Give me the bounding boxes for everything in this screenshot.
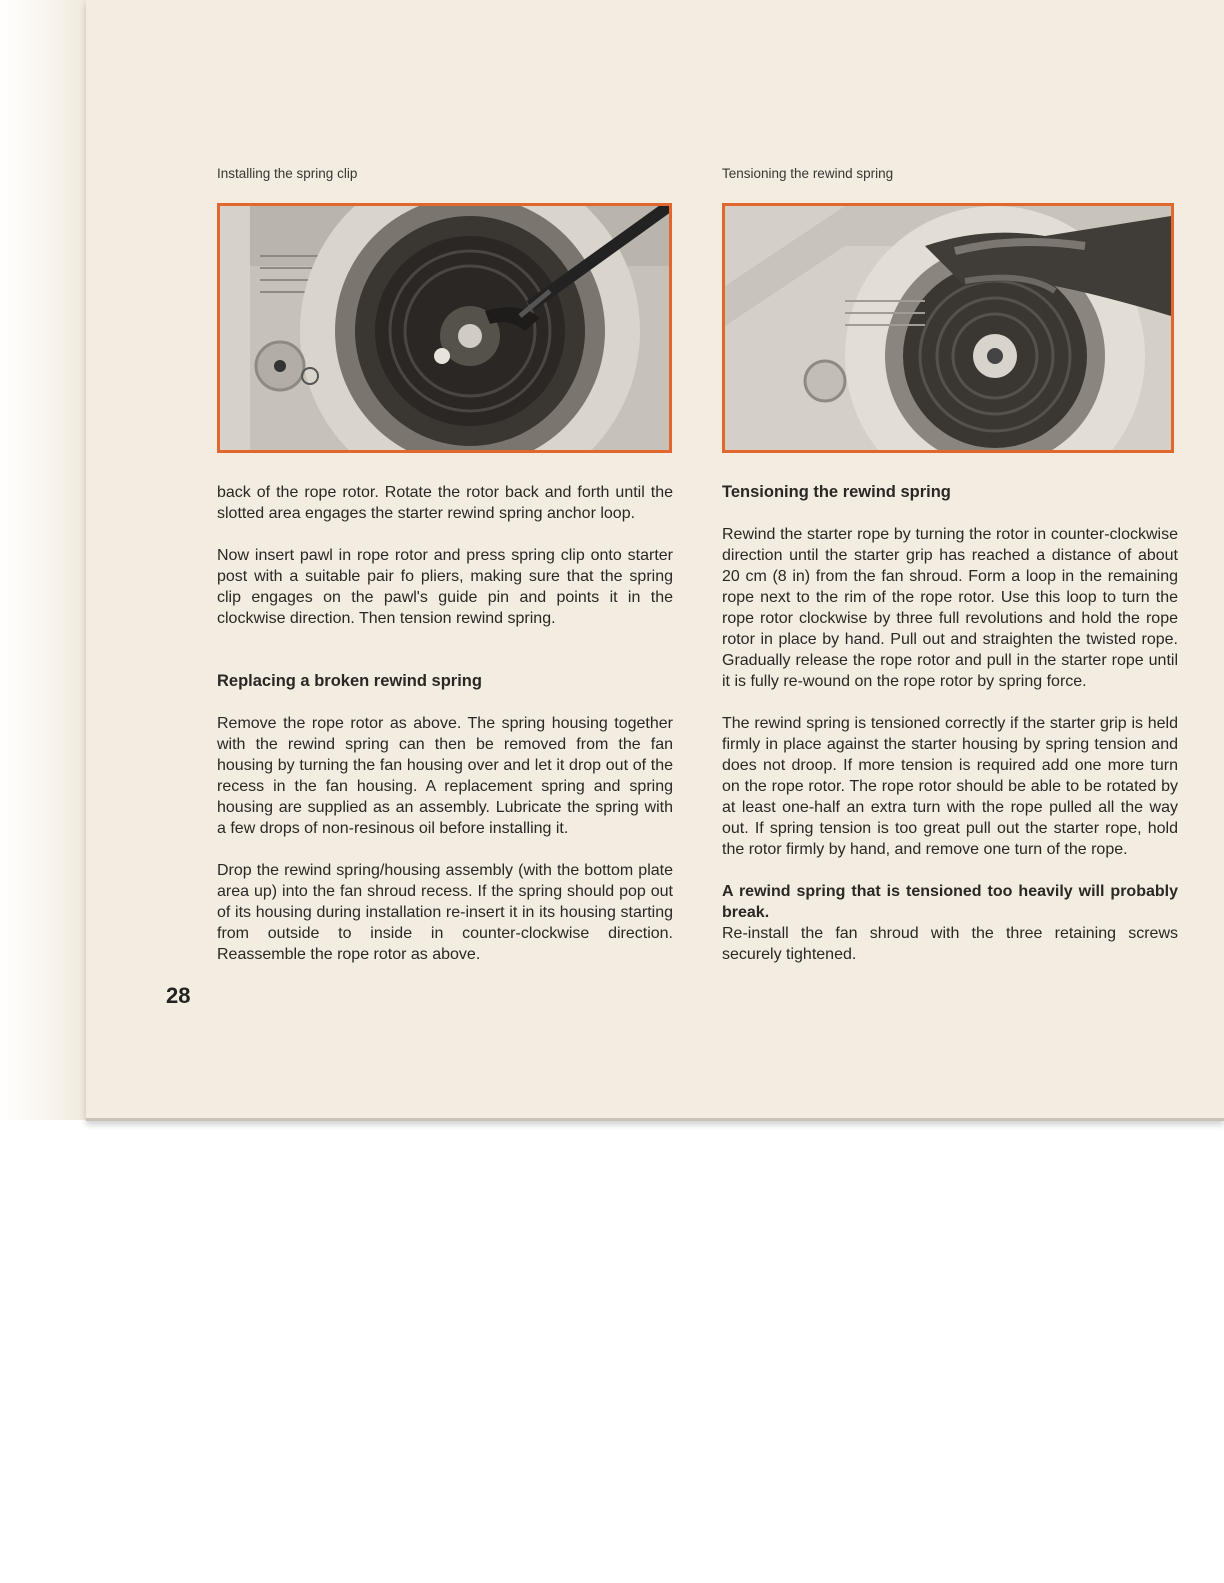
left-paragraph-1: back of the rope rotor. Rotate the rotor back and forth until the slotted area engages the starter rewind spring anchor loop. xyxy=(217,484,673,522)
photo-caption-right: Tensioning the rewind spring xyxy=(722,166,894,181)
left-paragraph-4: Drop the rewind spring/housing assembly (with the bottom plate area up) into the fan shroud recess. If the spring should pop out of its housing during installation re-insert it in its housing starting from outside to inside in counter-clockwise direction. Reassemble the rope rotor as above. xyxy=(217,862,673,963)
photo-installing-spring-clip xyxy=(217,203,672,453)
photo-tensioning-spring xyxy=(722,203,1174,453)
left-column xyxy=(217,482,673,965)
page-edge xyxy=(0,0,86,1120)
right-column xyxy=(722,482,1178,965)
photo-caption-left: Installing the spring clip xyxy=(217,166,358,181)
heading-replacing-spring: Replacing a broken rewind spring xyxy=(217,672,482,690)
page-number: 28 xyxy=(166,983,191,1008)
right-paragraph-1: Rewind the starter rope by turning the rotor in counter-clockwise direction until the starter grip has reached a distance of about 20 cm (8 in) from the fan shroud. Form a loop in the remaining rope next to the rim of the rope rotor. Use this loop to turn the rope rotor clockwise by three full revolutions and hold the rope rotor in place by hand. Pull out and straighten the twisted rope. Gradually release the rope rotor and pull in the starter rope until it is fully re-wound on the rope rotor by spring force. xyxy=(722,526,1178,690)
heading-tensioning-spring: Tensioning the rewind spring xyxy=(722,483,951,501)
left-paragraph-3: Remove the rope rotor as above. The spring housing together with the rewind spring can then be removed from the fan housing by turning the fan housing over and let it drop out of the recess in the fan housing. A replacement spring and spring housing are supplied as an assembly. Lubricate the spring with a few drops of non-resinous oil before installing it. xyxy=(217,715,673,837)
left-paragraph-2: Now insert pawl in rope rotor and press spring clip onto starter post with a suitable pair fo pliers, making sure that the spring clip engages on the pawl's guide pin and points it in the clockwise direction. Then tension rewind spring. xyxy=(217,547,673,627)
right-paragraph-2: The rewind spring is tensioned correctly if the starter grip is held firmly in place against the starter housing by spring tension and does not droop. If more tension is required add one more turn on the rope rotor. The rope rotor should be able to be rotated by at least one-half an extra turn with the rope pulled all the way out. If spring tension is too great pull out the starter rope, hold the rotor firmly by hand, and remove one turn of the rope. xyxy=(722,715,1178,858)
warning-text: A rewind spring that is tensioned too heavily will probably break. xyxy=(722,883,1178,921)
right-paragraph-3: Re-install the fan shroud with the three retaining screws securely tightened. xyxy=(722,925,1178,963)
